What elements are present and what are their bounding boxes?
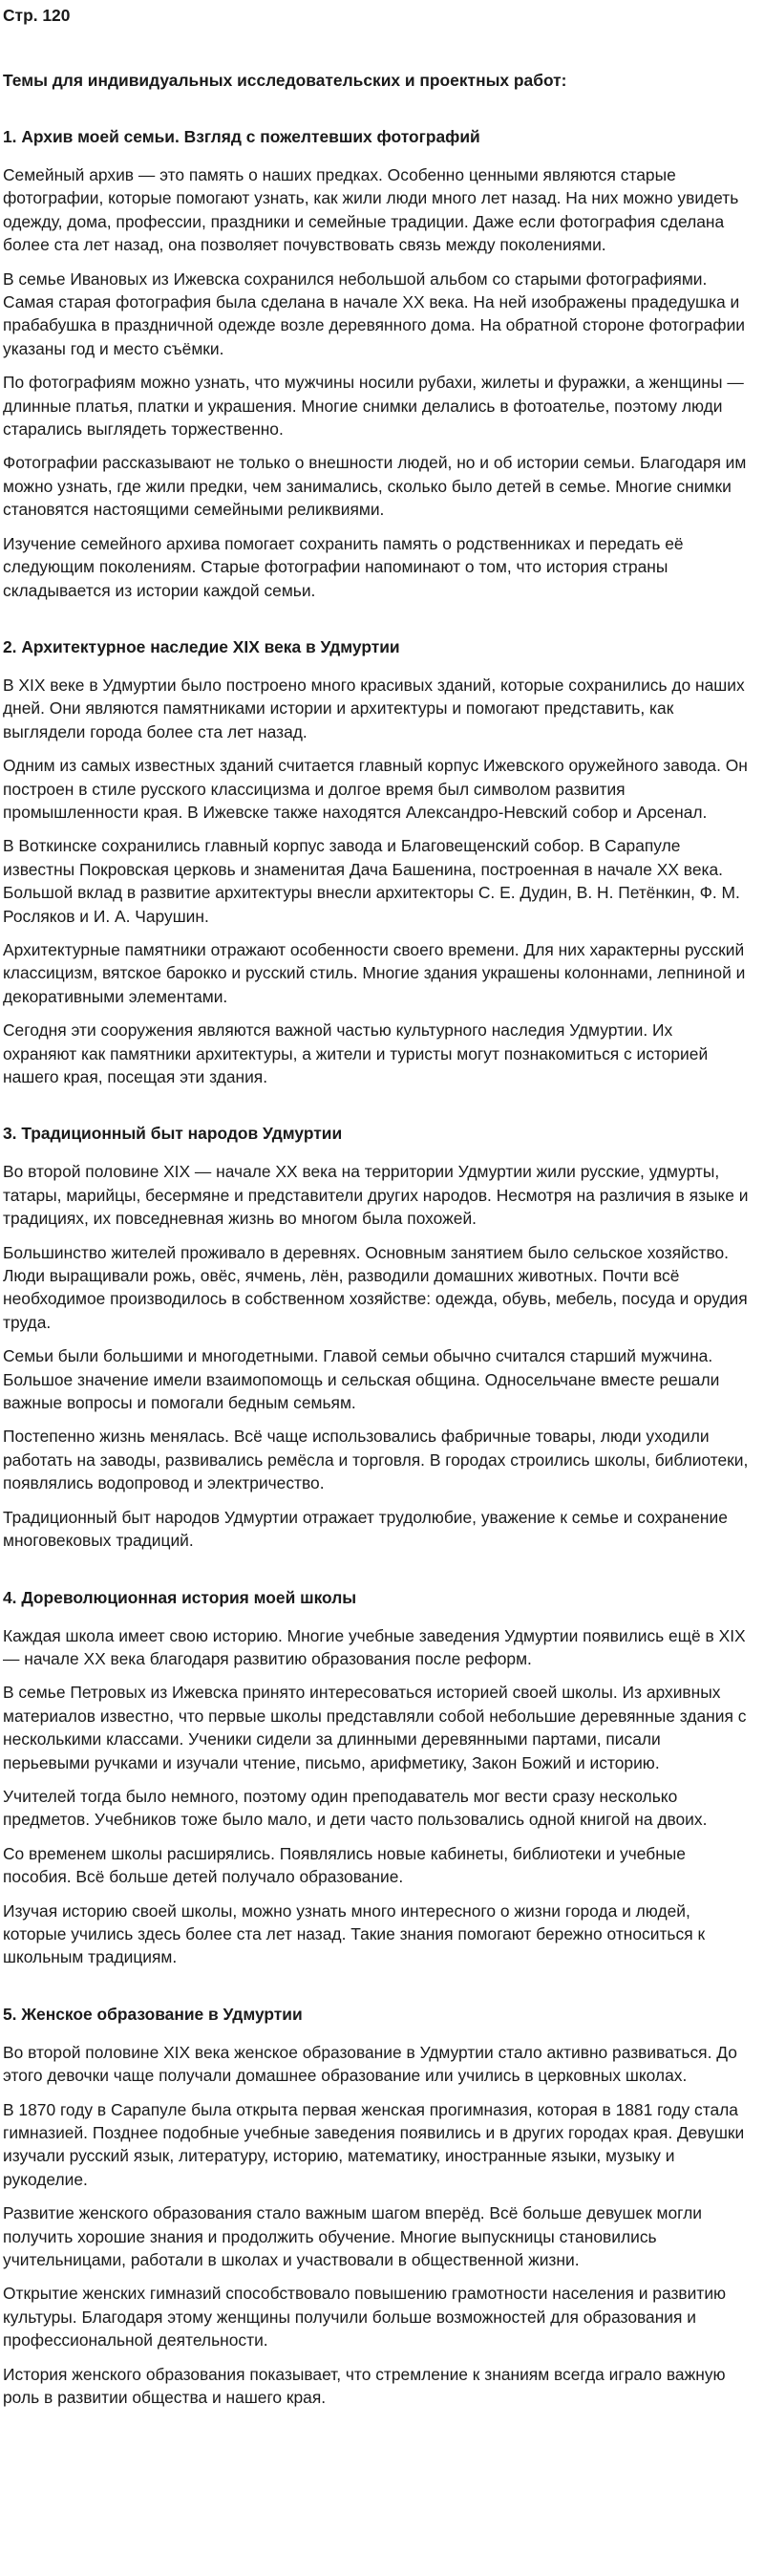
- paragraph: Со временем школы расширялись. Появлялись новые кабинеты, библиотеки и учебные пособия. Всё больше детей получало образование.: [3, 1843, 686, 1887]
- section-architecture: [3, 635, 749, 1089]
- paragraph: Сегодня эти сооружения являются важной частью культурного наследия Удмуртии. Их охраняют как памятники архитектуры, а жители и туристы могут познакомиться с историей нашего края, посещая эти здания.: [3, 1020, 709, 1086]
- paragraph: Развитие женского образования стало важным шагом вперёд. Всё больше девушек могли получить хорошие знания и продолжить обучение. Многие выпускницы становились учительницами, работали в школах и участвовали в общественной жизни.: [3, 2203, 703, 2270]
- page-number: Стр. 120: [3, 6, 71, 25]
- paragraph: В 1870 году в Сарапуле была открыта первая женская прогимназия, которая в 1881 году стала гимназией. Позднее подобные учебные заведения появились и в других городах края. Девушки изучали русский язык, литературу, историю, математику, иностранные языки, музыку и рукоделие.: [3, 2099, 745, 2189]
- section-heading: 2. Архитектурное наследие XIX века в Удмуртии: [3, 636, 400, 656]
- page-title: Темы для индивидуальных исследовательских и проектных работ:: [3, 71, 567, 90]
- paragraph: В семье Ивановых из Ижевска сохранился небольшой альбом со старыми фотографиями. Самая старая фотография была сделана в начале XX века. На ней изображены прадедушка и прабабушка в праздничной одежде возле деревянного дома. На обратной стороне фотографии указаны год и место съёмки.: [3, 268, 746, 358]
- paragraph: Семьи были большими и многодетными. Главой семьи обычно считался старший мужчина. Большое значение имели взаимопомощь и сельская община. Односельчане вместе решали важные вопросы и помогали бедным семьям.: [3, 1346, 720, 1413]
- paragraph: Изучение семейного архива помогает сохранить память о родственниках и передать её следующим поколениям. Старые фотографии напоминают о том, что история страны складывается из истории каждой семьи.: [3, 533, 684, 600]
- section-heading: 5. Женское образование в Удмуртии: [3, 2004, 303, 2024]
- paragraph: По фотографиям можно узнать, что мужчины носили рубахи, жилеты и фуражки, а женщины — длинные платья, платки и украшения. Многие снимки делались в фотоателье, поэтому люди старались выглядеть торжественно.: [3, 373, 744, 440]
- paragraph: Одним из самых известных зданий считается главный корпус Ижевского оружейного завода. Он построен в стиле русского классицизма и долгое время был символом развития промышленности края. В Ижевске также находятся Александро-Невский собор и Арсенал.: [3, 756, 748, 822]
- paragraph: Постепенно жизнь менялась. Всё чаще использовались фабричные товары, люди уходили работать на заводы, развивались ремёсла и торговля. В городах строились школы, библиотеки, появлялись водопровод и электричество.: [3, 1427, 749, 1493]
- paragraph: В семье Петровых из Ижевска принято интересоваться историей своей школы. Из архивных материалов известно, что первые школы представляли собой небольшие деревянные здания с несколькими классами. Ученики сидели за длинными деревянными партами, писали перьевыми ручками и изучали чтение, письмо, арифметику, Закон Божий и историю.: [3, 1683, 747, 1772]
- paragraph: Большинство жителей проживало в деревнях. Основным занятием было сельское хозяйство. Люди выращивали рожь, овёс, ячмень, лён, разводили домашних животных. Почти всё необходимое производилось в собственном хозяйстве: одежда, обувь, мебель, посуда и орудия труда.: [3, 1242, 748, 1332]
- paragraph: Учителей тогда было немного, поэтому один преподаватель мог вести сразу несколько предметов. Учебников тоже было мало, и дети часто пользовались одной книгой на двоих.: [3, 1786, 708, 1830]
- paragraph: Архитектурные памятники отражают особенности своего времени. Для них характерны русский классицизм, вятское барокко и русский стиль. Многие здания украшены колоннами, лепниной и декоративными элементами.: [3, 939, 746, 1006]
- paragraph: История женского образования показывает, что стремление к знаниям всегда играло важную роль в развитии общества и нашего края.: [3, 2364, 726, 2408]
- paragraph: В XIX веке в Удмуртии было построено много красивых зданий, которые сохранились до наших дней. Они являются памятниками истории и архитектуры и помогают представить, как выглядели города более ста лет назад.: [3, 675, 745, 741]
- paragraph: Во второй половине XIX века женское образование в Удмуртии стало активно развиваться. До этого девочки чаще получали домашнее образование или учились в церковных школах.: [3, 2042, 737, 2086]
- paragraph: Фотографии рассказывают не только о внешности людей, но и об истории семьи. Благодаря им можно узнать, где жили предки, чем занимались, сколько было детей в семье. Многие снимки становятся настоящими семейными реликвиями.: [3, 453, 747, 520]
- paragraph: Открытие женских гимназий способствовало повышению грамотности населения и развитию культуры. Благодаря этому женщины получили больше возможностей для образования и профессиональной деятельности.: [3, 2284, 727, 2351]
- paragraph: Во второй половине XIX — начале XX века на территории Удмуртии жили русские, удмурты, татары, марийцы, бесермяне и представители других народов. Несмотря на различия в языке и традициях, их повседневная жизнь во многом была похожей.: [3, 1162, 749, 1229]
- section-family-archive: [3, 125, 749, 602]
- section-heading: 4. Дореволюционная история моей школы: [3, 1587, 357, 1607]
- section-traditional-life: [3, 1122, 749, 1552]
- paragraph: Семейный архив — это память о наших предках. Особенно ценными являются старые фотографии, которые помогают узнать, как жили люди много лет назад. На них можно увидеть одежду, дома, профессии, праздники и семейные традиции. Даже если фотография сделана более ста лет назад, она позволяет почувствовать связь между поколениями.: [3, 165, 739, 255]
- paragraph: Изучая историю своей школы, можно узнать много интересного о жизни города и людей, которые учились здесь более ста лет назад. Такие знания помогают бережно относиться к школьным традициям.: [3, 1900, 706, 1967]
- paragraph: В Воткинске сохранились главный корпус завода и Благовещенский собор. В Сарапуле известны Покровская церковь и знаменитая Дача Башенина, построенная в начале XX века. Большой вклад в развитие архитектуры внесли архитекторы С. Е. Дудин, В. Н. Петёнкин, Ф. М. Росляков и И. А. Чарушин.: [3, 836, 740, 926]
- section-heading: 3. Традиционный быт народов Удмуртии: [3, 1124, 343, 1144]
- paragraph: Каждая школа имеет свою историю. Многие учебные заведения Удмуртии появились ещё в XIX — начале XX века благодаря развитию образования после реформ.: [3, 1625, 746, 1668]
- document: [3, 4, 749, 2409]
- section-women-education: [3, 2003, 749, 2410]
- section-heading: 1. Архив моей семьи. Взгляд с пожелтевших фотографий: [3, 127, 480, 146]
- paragraph: Традиционный быт народов Удмуртии отражает трудолюбие, уважение к семье и сохранение многовековых традиций.: [3, 1507, 728, 1551]
- section-school-history: [3, 1586, 749, 1969]
